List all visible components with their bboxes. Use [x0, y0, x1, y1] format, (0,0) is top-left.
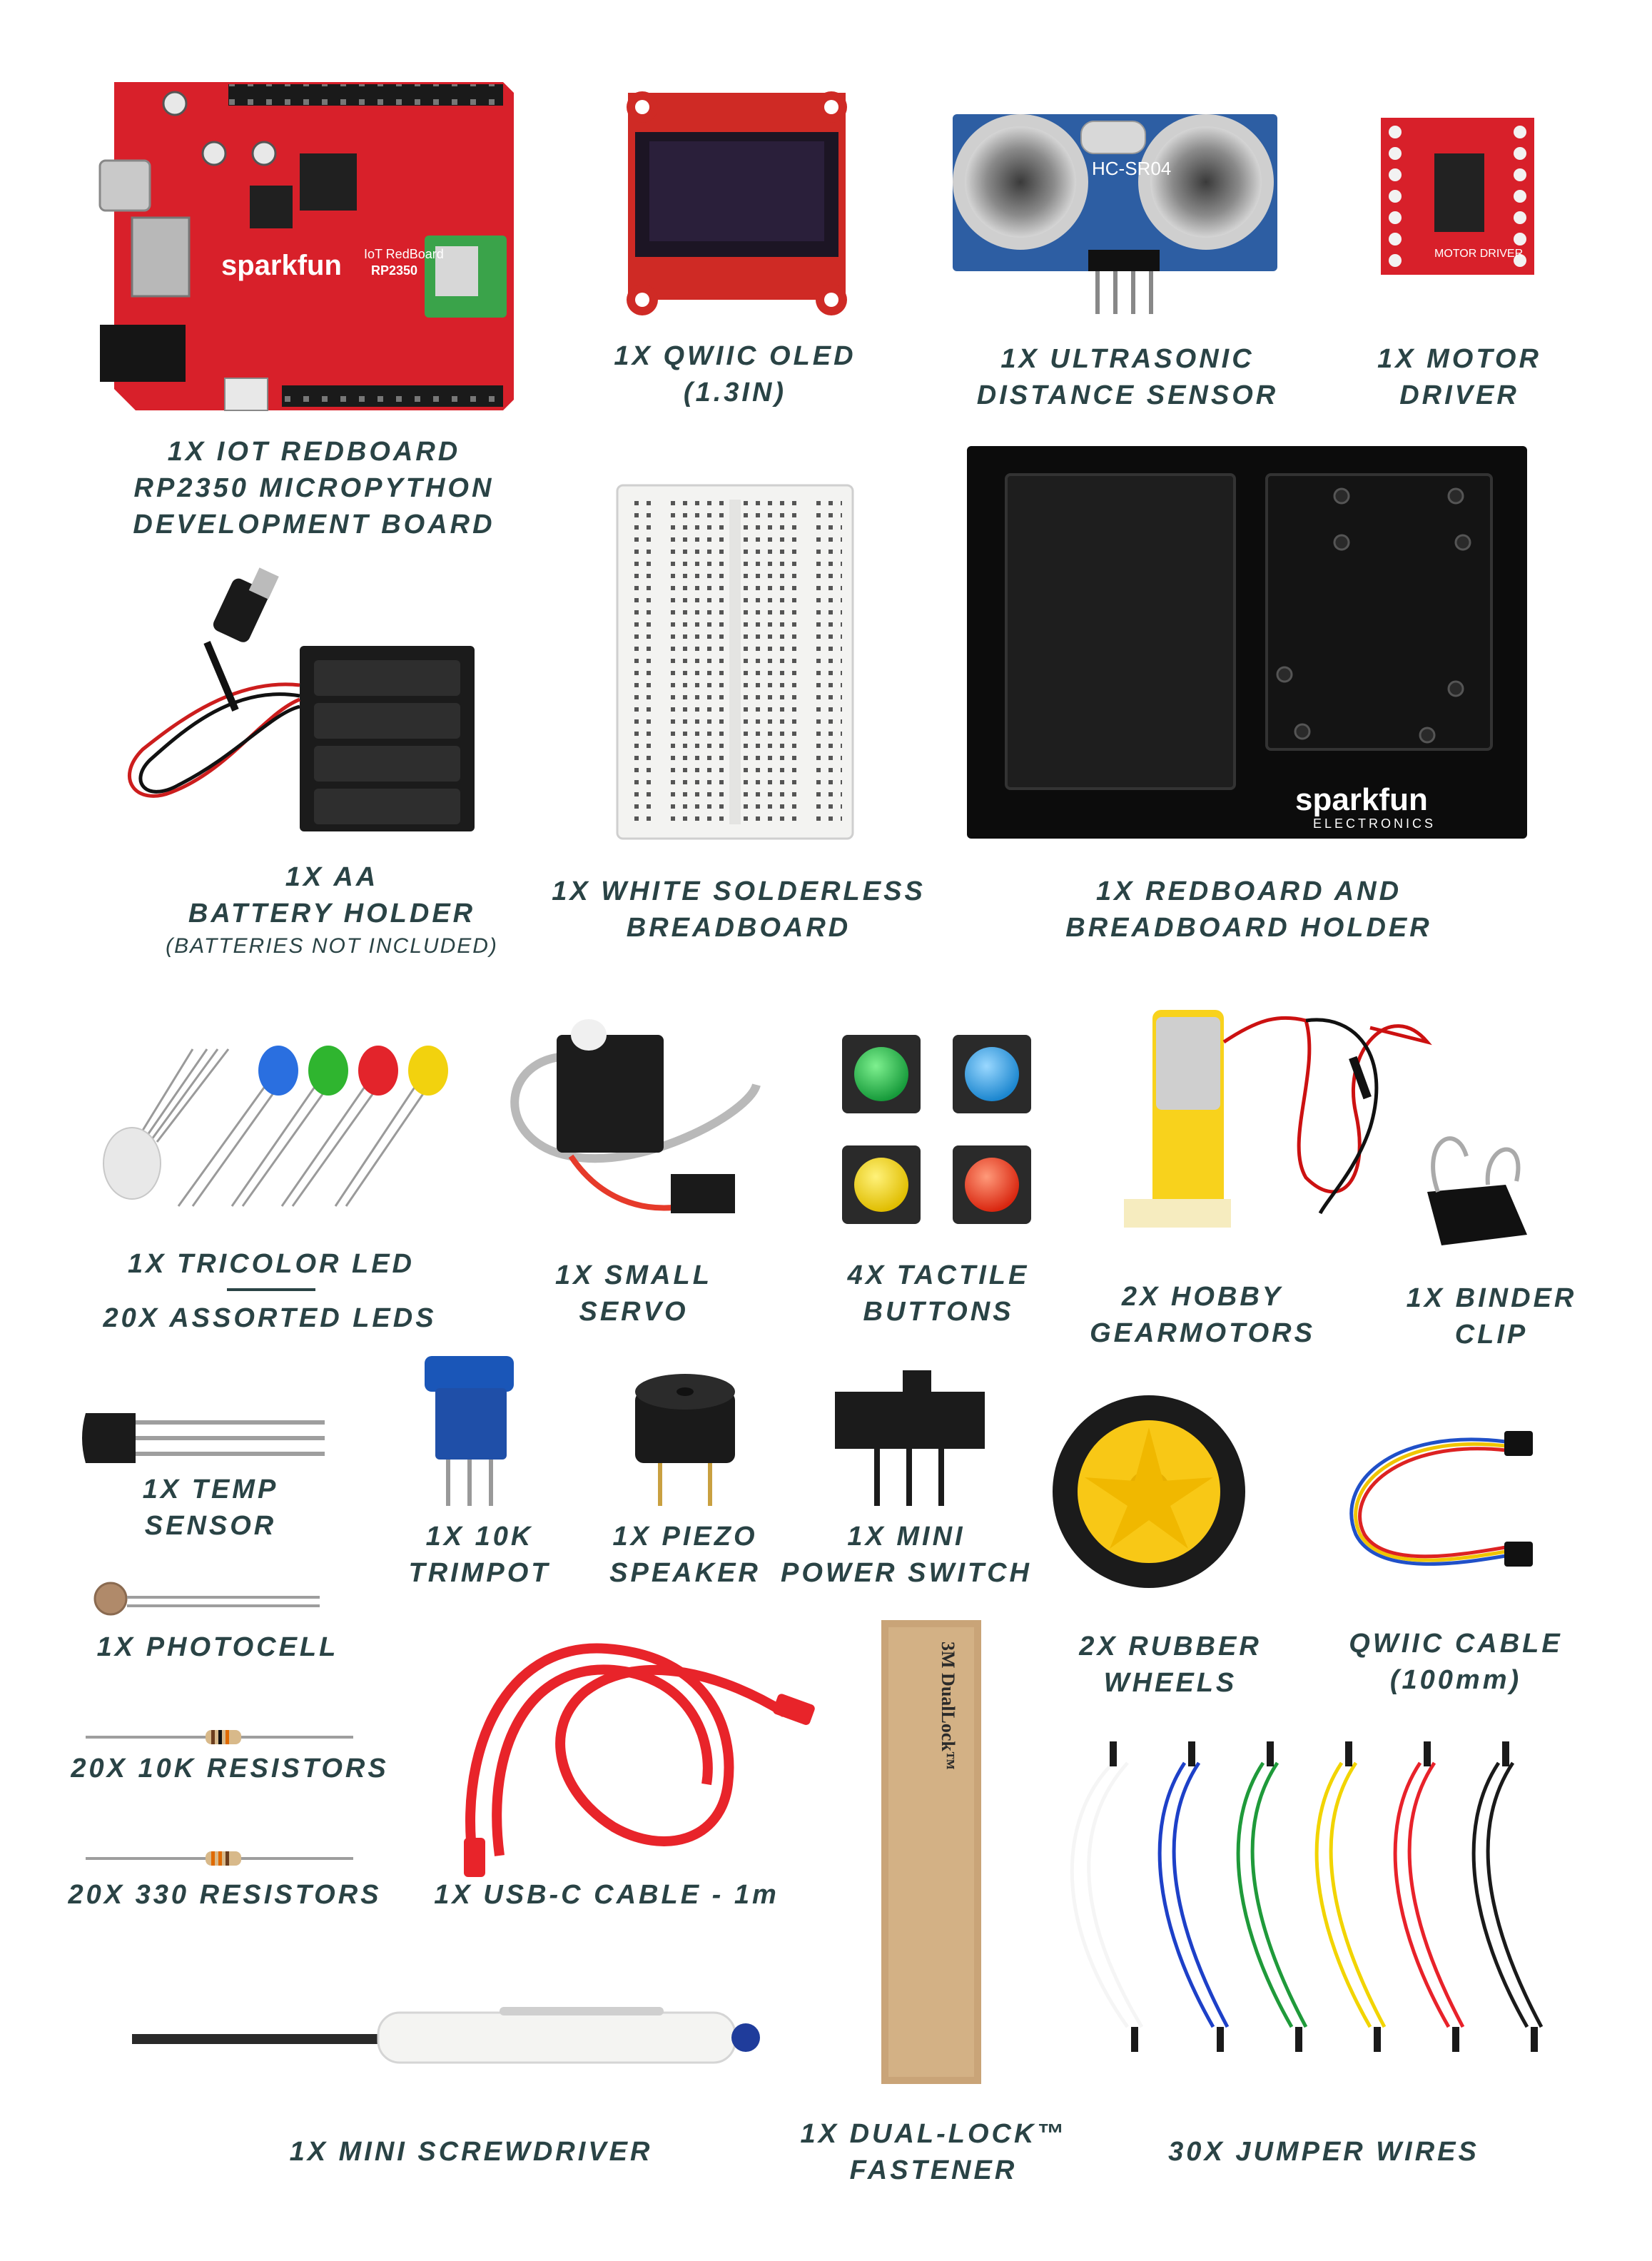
label-power-switch: 1X MINI POWER SWITCH: [781, 1522, 1032, 1588]
label-trimpot: 1X 10K TRIMPOT: [408, 1522, 551, 1588]
label-servo: 1X SMALL SERVO: [555, 1260, 712, 1327]
oled-image: [627, 91, 847, 315]
battery-holder-image: [129, 567, 475, 831]
label-tricolor-led: 1X TRICOLOR LED: [127, 1249, 415, 1279]
label-resistors-330: 20X 330 RESISTORS: [68, 1880, 382, 1910]
label-holder: 1X REDBOARD AND BREADBOARD HOLDER: [1065, 876, 1432, 943]
label-ultrasonic: 1X ULTRASONIC DISTANCE SENSOR: [976, 344, 1279, 410]
leds-image: [103, 1046, 448, 1206]
breadboard-image: [617, 485, 853, 839]
label-screwdriver: 1X MINI SCREWDRIVER: [289, 2137, 653, 2167]
redboard-chip: RP2350: [371, 263, 418, 278]
label-motor-driver: 1X MOTOR DRIVER: [1377, 344, 1541, 410]
jumper-wires-image: [1072, 1741, 1541, 2052]
label-photocell: 1X PHOTOCELL: [96, 1632, 339, 1662]
ultrasonic-image: [953, 114, 1277, 314]
motor-driver-silkscreen: MOTOR DRIVER: [1434, 248, 1524, 260]
qwiic-cable-image: [1352, 1431, 1533, 1567]
label-separator: [227, 1288, 315, 1291]
wheel-image: [1053, 1395, 1245, 1588]
label-redboard: 1X IOT REDBOARD RP2350 MICROPYTHON DEVELOPMENT BOARD: [133, 437, 495, 540]
label-oled: 1X QWIIC OLED (1.3IN): [614, 341, 856, 408]
dual-lock-print: 3M DualLock™: [938, 1642, 958, 1770]
buttons-image: [842, 1035, 1031, 1224]
label-gearmotors: 2X HOBBY GEARMOTORS: [1090, 1282, 1315, 1348]
binder-clip-image: [1427, 1138, 1527, 1245]
label-jumper-wires: 30X JUMPER WIRES: [1168, 2137, 1479, 2167]
label-qwiic-cable: QWIIC CABLE (100mm): [1349, 1629, 1563, 1695]
screwdriver-image: [132, 2007, 760, 2063]
label-temp-sensor: 1X TEMP SENSOR: [142, 1475, 279, 1541]
usb-cable-image: [464, 1648, 816, 1877]
label-resistors-10k: 20X 10K RESISTORS: [71, 1754, 389, 1784]
label-dual-lock: 1X DUAL-LOCK™ FASTENER: [800, 2119, 1067, 2185]
label-battery-holder: 1X AA BATTERY HOLDER (BATTERIES NOT INCLUDED): [166, 862, 498, 958]
label-buttons: 4X TACTILE BUTTONS: [847, 1260, 1030, 1327]
redboard-brand: sparkfun: [221, 250, 342, 281]
label-piezo: 1X PIEZO SPEAKER: [609, 1522, 761, 1588]
ultrasonic-model: HC-SR04: [1092, 158, 1172, 179]
piezo-image: [635, 1374, 735, 1506]
resistor-330-image: [86, 1851, 353, 1866]
power-switch-image: [835, 1370, 985, 1506]
photocell-image: [95, 1583, 320, 1614]
label-breadboard: 1X WHITE SOLDERLESS BREADBOARD: [552, 876, 926, 943]
label-wheels: 2X RUBBER WHEELS: [1079, 1632, 1262, 1698]
redboard-model: IoT RedBoard: [364, 247, 444, 261]
servo-image: [515, 1019, 756, 1213]
motor-driver-image: [1381, 118, 1534, 275]
holder-brand-sub: ELECTRONICS: [1313, 816, 1436, 831]
holder-plate-image: [967, 446, 1527, 839]
temp-sensor-image: [82, 1413, 325, 1463]
gearmotor-image: [1124, 1010, 1427, 1228]
label-usb-cable: 1X USB-C CABLE - 1m: [434, 1880, 779, 1910]
resistor-10k-image: [86, 1730, 353, 1744]
holder-brand: sparkfun: [1295, 782, 1428, 817]
label-assorted-leds: 20X ASSORTED LEDS: [103, 1303, 437, 1333]
redboard-image: [100, 82, 514, 410]
label-binder-clip: 1X BINDER CLIP: [1406, 1283, 1577, 1350]
dual-lock-image: [881, 1620, 981, 2084]
trimpot-image: [425, 1356, 514, 1506]
